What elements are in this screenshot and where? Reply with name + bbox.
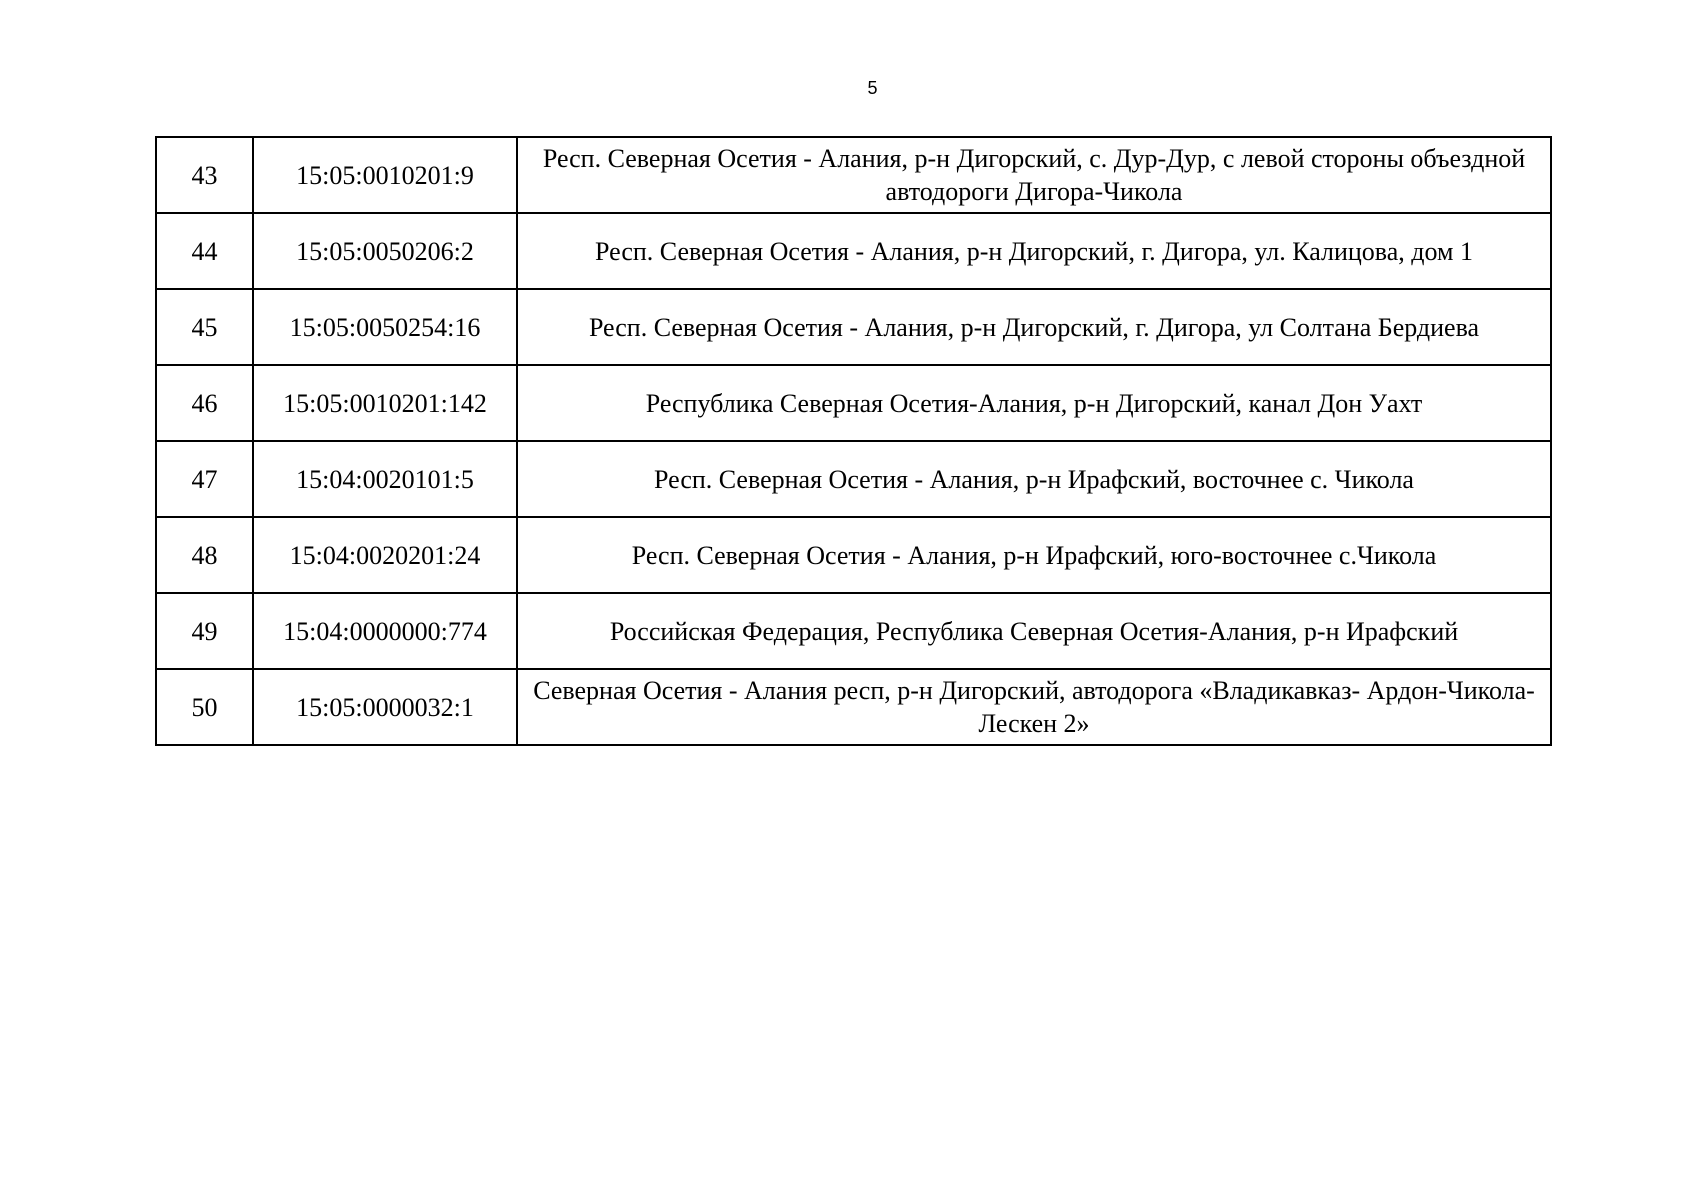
cadastral-number-cell: 15:04:0000000:774 xyxy=(253,593,517,669)
row-number-cell: 47 xyxy=(156,441,253,517)
address-cell: Респ. Северная Осетия - Алания, р-н Дигорский, с. Дур-Дур, с левой стороны объездной автодороги Дигора-Чикола xyxy=(517,137,1551,213)
row-number-cell: 46 xyxy=(156,365,253,441)
row-number-cell: 44 xyxy=(156,213,253,289)
table-row xyxy=(156,365,1551,441)
table-row xyxy=(156,289,1551,365)
parcels-table xyxy=(155,136,1552,746)
page-number: 5 xyxy=(867,78,878,98)
table-row xyxy=(156,441,1551,517)
table-row xyxy=(156,137,1551,213)
address-cell: Республика Северная Осетия-Алания, р-н Дигорский, канал Дон Уахт xyxy=(517,365,1551,441)
table-row xyxy=(156,669,1551,745)
table-row xyxy=(156,517,1551,593)
cadastral-number-cell: 15:04:0020201:24 xyxy=(253,517,517,593)
cadastral-number-cell: 15:05:0050254:16 xyxy=(253,289,517,365)
cadastral-number-cell: 15:05:0000032:1 xyxy=(253,669,517,745)
row-number-cell: 49 xyxy=(156,593,253,669)
row-number-cell: 50 xyxy=(156,669,253,745)
address-cell: Северная Осетия - Алания респ, р-н Дигорский, автодорога «Владикавказ- Ардон-Чикола-Лескен 2» xyxy=(517,669,1551,745)
row-number-cell: 43 xyxy=(156,137,253,213)
cadastral-number-cell: 15:05:0010201:142 xyxy=(253,365,517,441)
address-cell: Российская Федерация, Республика Северная Осетия-Алания, р-н Ирафский xyxy=(517,593,1551,669)
address-cell: Респ. Северная Осетия - Алания, р-н Дигорский, г. Дигора, ул Солтана Бердиева xyxy=(517,289,1551,365)
table-row xyxy=(156,593,1551,669)
address-cell: Респ. Северная Осетия - Алания, р-н Дигорский, г. Дигора, ул. Калицова, дом 1 xyxy=(517,213,1551,289)
cadastral-number-cell: 15:05:0050206:2 xyxy=(253,213,517,289)
cadastral-number-cell: 15:05:0010201:9 xyxy=(253,137,517,213)
address-cell: Респ. Северная Осетия - Алания, р-н Ирафский, восточнее с. Чикола xyxy=(517,441,1551,517)
cadastral-number-cell: 15:04:0020101:5 xyxy=(253,441,517,517)
row-number-cell: 45 xyxy=(156,289,253,365)
row-number-cell: 48 xyxy=(156,517,253,593)
address-cell: Респ. Северная Осетия - Алания, р-н Ирафский, юго-восточнее с.Чикола xyxy=(517,517,1551,593)
table-row xyxy=(156,213,1551,289)
